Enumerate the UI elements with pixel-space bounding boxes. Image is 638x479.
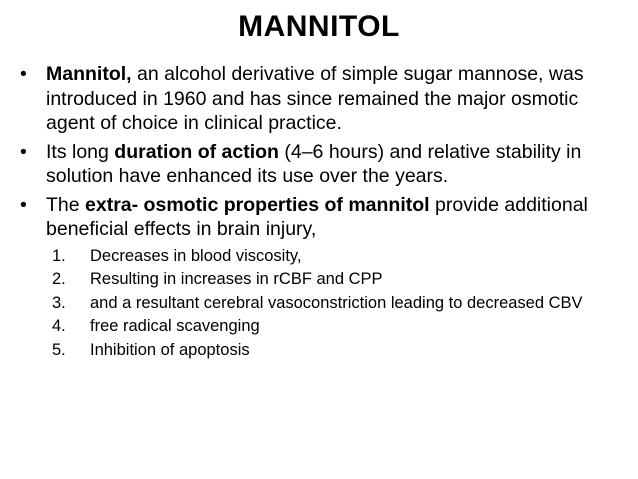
numbered-item: [52, 293, 620, 313]
item-text: and a resultant cerebral vasoconstriction leading to decreased CBV: [90, 293, 583, 312]
bullet-list: [20, 62, 620, 363]
bullet-text: an alcohol derivative of simple sugar mannose, was introduced in 1960 and has since remained the major osmotic agent of choice in clinical practice.: [46, 63, 584, 134]
bullet-marker: •: [20, 193, 27, 216]
numbered-item: [52, 269, 620, 289]
bullet-text-pre: The: [46, 193, 86, 216]
bullet-item-mannitol: [20, 62, 620, 136]
bullet-marker: •: [20, 63, 27, 85]
bullet-text-post: provide additional beneficial effects in brain injury,: [46, 193, 588, 240]
bullet-marker: •: [20, 140, 27, 163]
bullet-bold: duration of action: [114, 140, 279, 163]
item-number: 4.: [52, 317, 66, 335]
numbered-item: [52, 316, 620, 336]
item-number: 5.: [52, 340, 66, 359]
numbered-list: [52, 246, 620, 360]
bullet-item-extra-osmotic: [20, 193, 620, 242]
bullet-item-duration: [20, 140, 620, 189]
item-number: 2.: [52, 270, 66, 288]
numbered-item: [52, 340, 620, 360]
item-text: Decreases in blood viscosity,: [90, 246, 302, 265]
item-text: Resulting in increases in rCBF and CPP: [90, 270, 383, 288]
bullet-text-pre: Its long: [46, 140, 115, 163]
numbered-item: [52, 246, 620, 266]
slide-title: MANNITOL: [238, 10, 400, 43]
item-text: Inhibition of apoptosis: [90, 340, 250, 359]
item-text: free radical scavenging: [90, 317, 260, 335]
item-number: 1.: [52, 246, 66, 265]
item-number: 3.: [52, 293, 66, 312]
bullet-bold: extra- osmotic properties of mannitol: [85, 193, 430, 216]
bullet-text-post: (4–6 hours) and relative stability in solution have enhanced its use over the years.: [46, 140, 582, 187]
bullet-bold-lead: Mannitol,: [46, 63, 132, 85]
